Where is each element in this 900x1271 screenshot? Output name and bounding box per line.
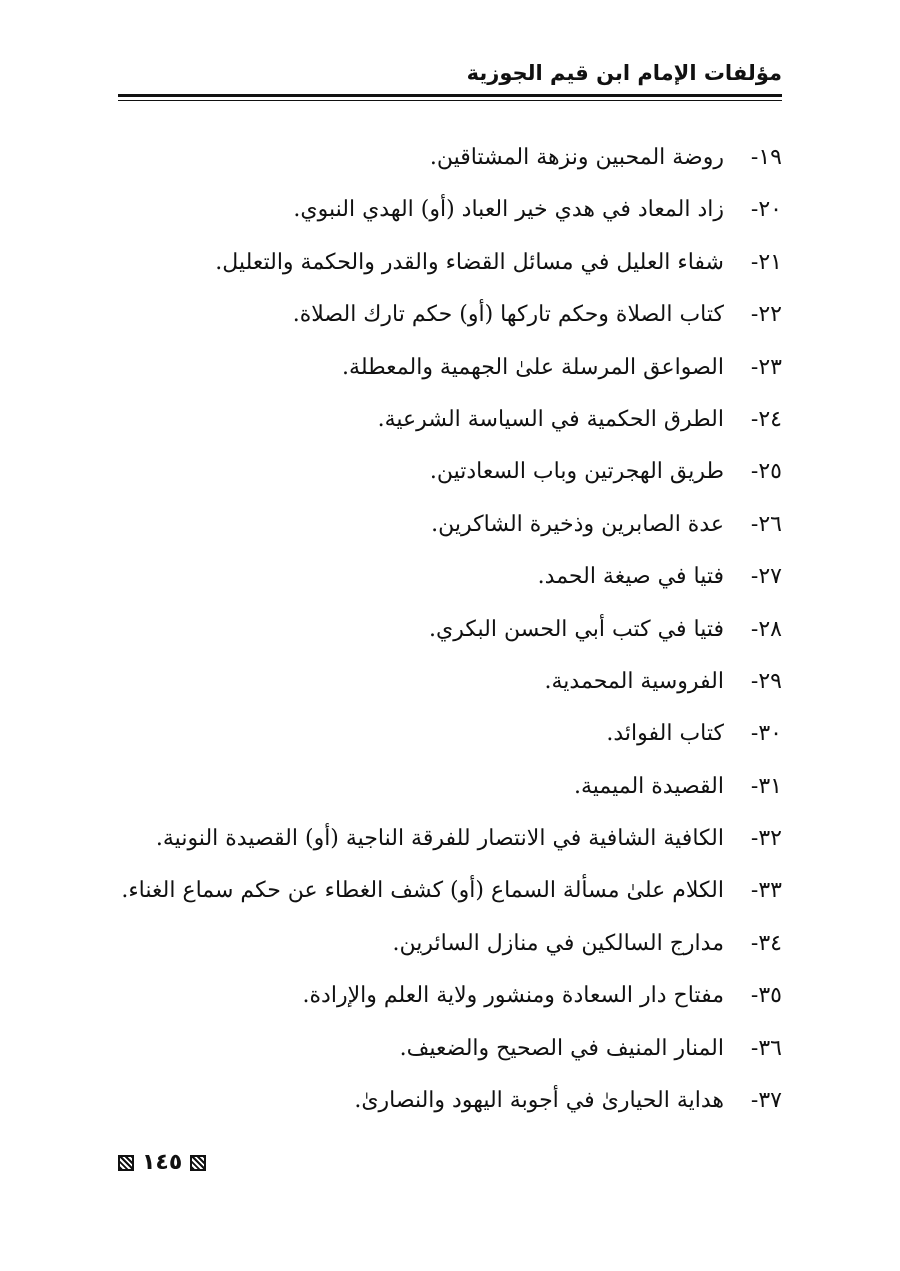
item-title: الطرق الحكمية في السياسة الشرعية. <box>377 406 724 432</box>
item-number: ٢١- <box>750 249 782 275</box>
header-title: مؤلفات الإمام ابن قيم الجوزية <box>466 61 782 85</box>
item-title: روضة المحبين ونزهة المشتاقين. <box>429 145 724 170</box>
item-title: كتاب الصلاة وحكم تاركها (أو) حكم تارك الصلاة. <box>292 302 724 328</box>
item-number: ٣٧- <box>750 1088 782 1114</box>
item-title: المنار المنيف في الصحيح والضعيف. <box>399 1035 724 1061</box>
item-number: ٢٢- <box>750 302 782 328</box>
header-rule-thick <box>118 94 782 97</box>
book-item <box>102 865 782 917</box>
item-number: ٢٣- <box>750 354 782 380</box>
book-item <box>102 289 782 341</box>
book-item <box>102 499 782 551</box>
book-item <box>102 970 782 1022</box>
item-title: الفروسية المحمدية. <box>544 668 724 694</box>
book-item <box>102 132 782 184</box>
item-number: ٢٨- <box>750 616 782 642</box>
item-title: فتيا في صيغة الحمد. <box>537 564 724 590</box>
item-number: ٣١- <box>750 773 782 799</box>
item-title: طريق الهجرتين وباب السعادتين. <box>429 459 724 485</box>
item-title: كتاب الفوائد. <box>606 721 724 747</box>
item-number: ١٩- <box>750 145 782 170</box>
item-title: عدة الصابرين وذخيرة الشاكرين. <box>431 511 724 537</box>
book-item <box>102 656 782 708</box>
ornament-right-icon <box>190 1155 206 1171</box>
item-title: شفاء العليل في مسائل القضاء والقدر والحكمة والتعليل. <box>215 249 724 275</box>
book-item <box>102 604 782 656</box>
item-title: الكلام علىٰ مسألة السماع (أو) كشف الغطاء عن حكم سماع الغناء. <box>121 878 724 904</box>
item-number: ٢٠- <box>750 197 782 223</box>
book-item <box>102 1075 782 1127</box>
book-item <box>102 918 782 970</box>
book-list <box>102 132 782 1127</box>
item-number: ٣٦- <box>750 1035 782 1061</box>
item-number: ٢٥- <box>750 459 782 485</box>
book-item <box>102 446 782 498</box>
book-item <box>102 184 782 236</box>
item-title: الكافية الشافية في الانتصار للفرقة الناجية (أو) القصيدة النونية. <box>155 826 724 852</box>
item-title: القصيدة الميمية. <box>573 773 724 799</box>
page-number: ١٤٥ <box>142 1150 183 1175</box>
item-title: هداية الحيارىٰ في أجوبة اليهود والنصارىٰ. <box>354 1088 724 1114</box>
item-title: فتيا في كتب أبي الحسن البكري. <box>429 616 724 642</box>
item-number: ٣٢- <box>750 826 782 852</box>
book-item <box>102 394 782 446</box>
item-title: الصواعق المرسلة علىٰ الجهمية والمعطلة. <box>342 354 724 380</box>
item-number: ٢٤- <box>750 406 782 432</box>
header-rule-thin <box>118 100 782 101</box>
item-number: ٢٦- <box>750 511 782 537</box>
running-header <box>118 52 782 102</box>
ornament-left-icon <box>118 1155 134 1171</box>
book-item <box>102 761 782 813</box>
item-title: مفتاح دار السعادة ومنشور ولاية العلم والإرادة. <box>302 983 724 1009</box>
item-title: مدارج السالكين في منازل السائرين. <box>392 930 724 956</box>
item-number: ٣٥- <box>750 983 782 1009</box>
page-footer <box>118 1148 206 1178</box>
item-number: ٣٣- <box>750 878 782 904</box>
book-item <box>102 551 782 603</box>
book-item <box>102 342 782 394</box>
book-item <box>102 708 782 760</box>
item-number: ٣٠- <box>750 721 782 747</box>
item-number: ٢٧- <box>750 564 782 590</box>
item-number: ٢٩- <box>750 668 782 694</box>
book-item <box>102 237 782 289</box>
book-item <box>102 813 782 865</box>
item-number: ٣٤- <box>750 930 782 956</box>
item-title: زاد المعاد في هدي خير العباد (أو) الهدي النبوي. <box>293 197 724 223</box>
book-item <box>102 1023 782 1075</box>
